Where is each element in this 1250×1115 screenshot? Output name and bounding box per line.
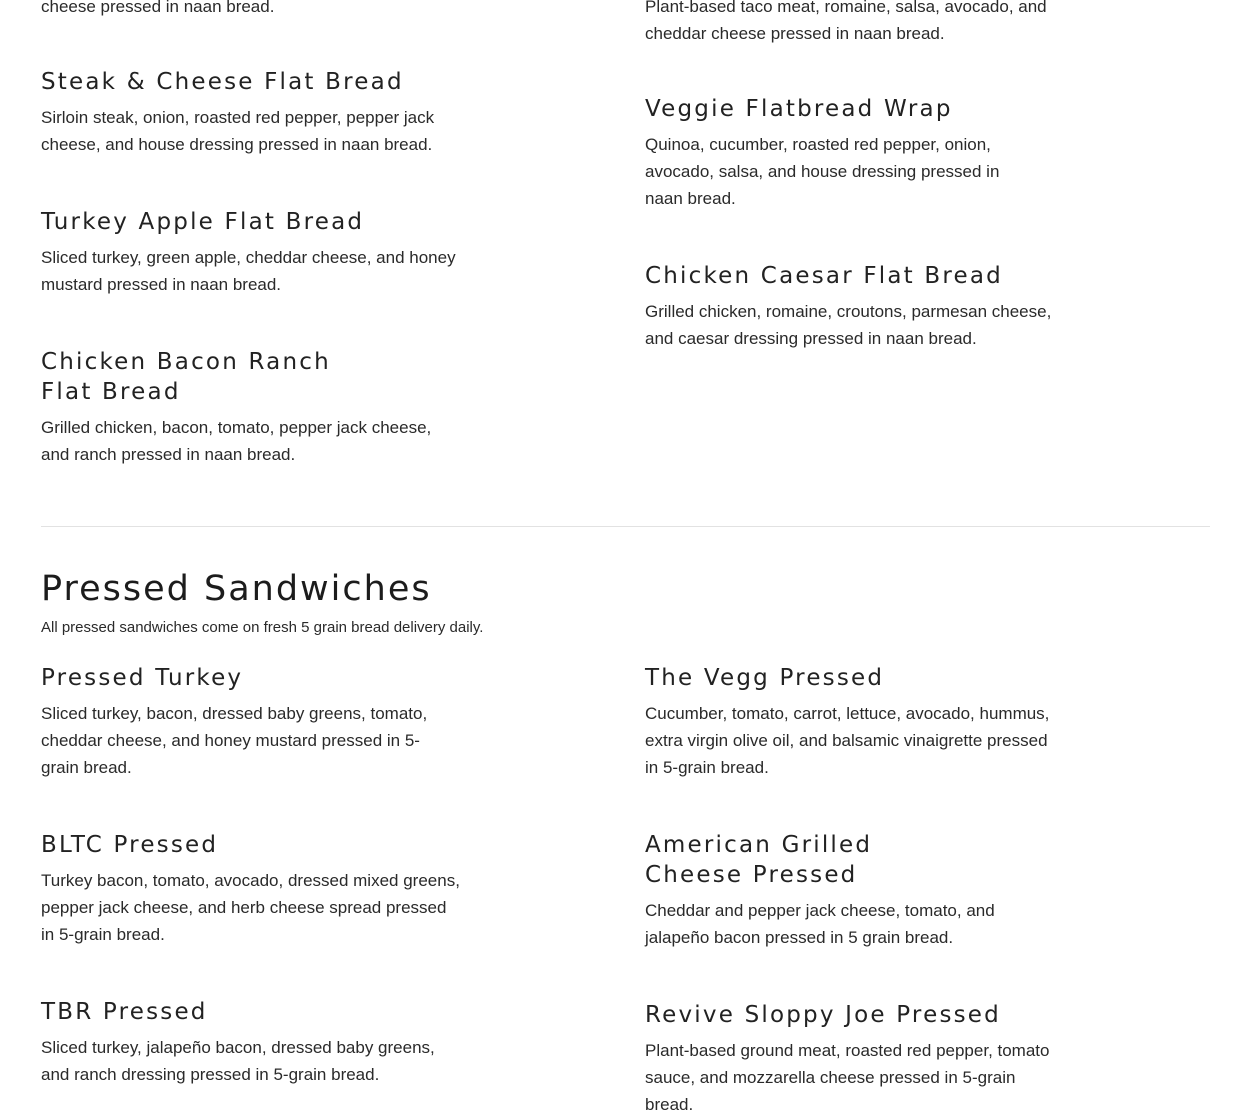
menu-item-description: Quinoa, cucumber, roasted red pepper, onion, avocado, salsa, and house dressing pressed in naan bread. (645, 135, 1000, 208)
menu-item-partial (645, 0, 1075, 47)
menu-item-description: Sliced turkey, green apple, cheddar cheese, and honey mustard pressed in naan bread. (41, 248, 456, 294)
menu-item-description: cheese pressed in naan bread. (41, 0, 275, 16)
menu-item-description: Plant-based taco meat, romaine, salsa, avocado, and cheddar cheese pressed in naan bread. (645, 0, 1047, 43)
menu-item-title: American Grilled Cheese Pressed (645, 832, 873, 888)
menu-item-title: Chicken Caesar Flat Bread (645, 263, 1003, 289)
section-subtitle: All pressed sandwiches come on fresh 5 grain bread delivery daily. (41, 619, 484, 636)
menu-item-title: TBR Pressed (41, 999, 208, 1025)
section-title: Pressed Sandwiches (41, 569, 432, 609)
menu-item-pressed-turkey (41, 663, 471, 781)
menu-item-title: Veggie Flatbread Wrap (645, 96, 953, 122)
menu-item-description: Plant-based ground meat, roasted red pepper, tomato sauce, and mozzarella cheese pressed in 5-grain bread. (645, 1041, 1050, 1114)
menu-item-the-vegg-pressed (645, 663, 1075, 781)
menu-item-chicken-caesar-flat-bread (645, 261, 1075, 352)
menu-item-description: Turkey bacon, tomato, avocado, dressed mixed greens, pepper jack cheese, and herb cheese spread pressed in 5-grain bread. (41, 871, 460, 944)
menu-item-turkey-apple-flat-bread (41, 207, 471, 298)
menu-item-title: The Vegg Pressed (645, 665, 885, 691)
menu-item-title: Revive Sloppy Joe Pressed (645, 1002, 1001, 1028)
menu-item-veggie-flatbread-wrap (645, 94, 1075, 212)
menu-item-description: Sirloin steak, onion, roasted red pepper, pepper jack cheese, and house dressing pressed in naan bread. (41, 108, 435, 154)
menu-item-title: BLTC Pressed (41, 832, 219, 858)
menu-item-partial (41, 0, 461, 20)
menu-item-steak-cheese-flat-bread (41, 67, 471, 158)
menu-item-description: Sliced turkey, jalapeño bacon, dressed baby greens, and ranch dressing pressed in 5-grain bread. (41, 1038, 435, 1084)
menu-item-title: Steak & Cheese Flat Bread (41, 69, 404, 95)
menu-item-description: Cheddar and pepper jack cheese, tomato, and jalapeño bacon pressed in 5 grain bread. (645, 901, 995, 947)
menu-item-revive-sloppy-joe-pressed (645, 1000, 1075, 1115)
menu-item-description: Cucumber, tomato, carrot, lettuce, avocado, hummus, extra virgin olive oil, and balsamic vinaigrette pressed in 5-grain bread. (645, 704, 1050, 777)
menu-item-american-grilled-cheese-pressed (645, 830, 1075, 951)
menu-item-description: Grilled chicken, romaine, croutons, parmesan cheese, and caesar dressing pressed in naan bread. (645, 302, 1052, 348)
menu-item-title: Turkey Apple Flat Bread (41, 209, 365, 235)
menu-item-tbr-pressed (41, 997, 471, 1088)
section-divider (41, 526, 1210, 527)
menu-item-description: Grilled chicken, bacon, tomato, pepper jack cheese, and ranch pressed in naan bread. (41, 418, 432, 464)
menu-item-title: Chicken Bacon Ranch Flat Bread (41, 349, 331, 405)
menu-item-bltc-pressed (41, 830, 471, 948)
menu-item-title: Pressed Turkey (41, 665, 244, 691)
menu-item-description: Sliced turkey, bacon, dressed baby greens, tomato, cheddar cheese, and honey mustard pressed in 5-grain bread. (41, 704, 428, 777)
menu-item-chicken-bacon-ranch-flat-bread (41, 347, 471, 468)
